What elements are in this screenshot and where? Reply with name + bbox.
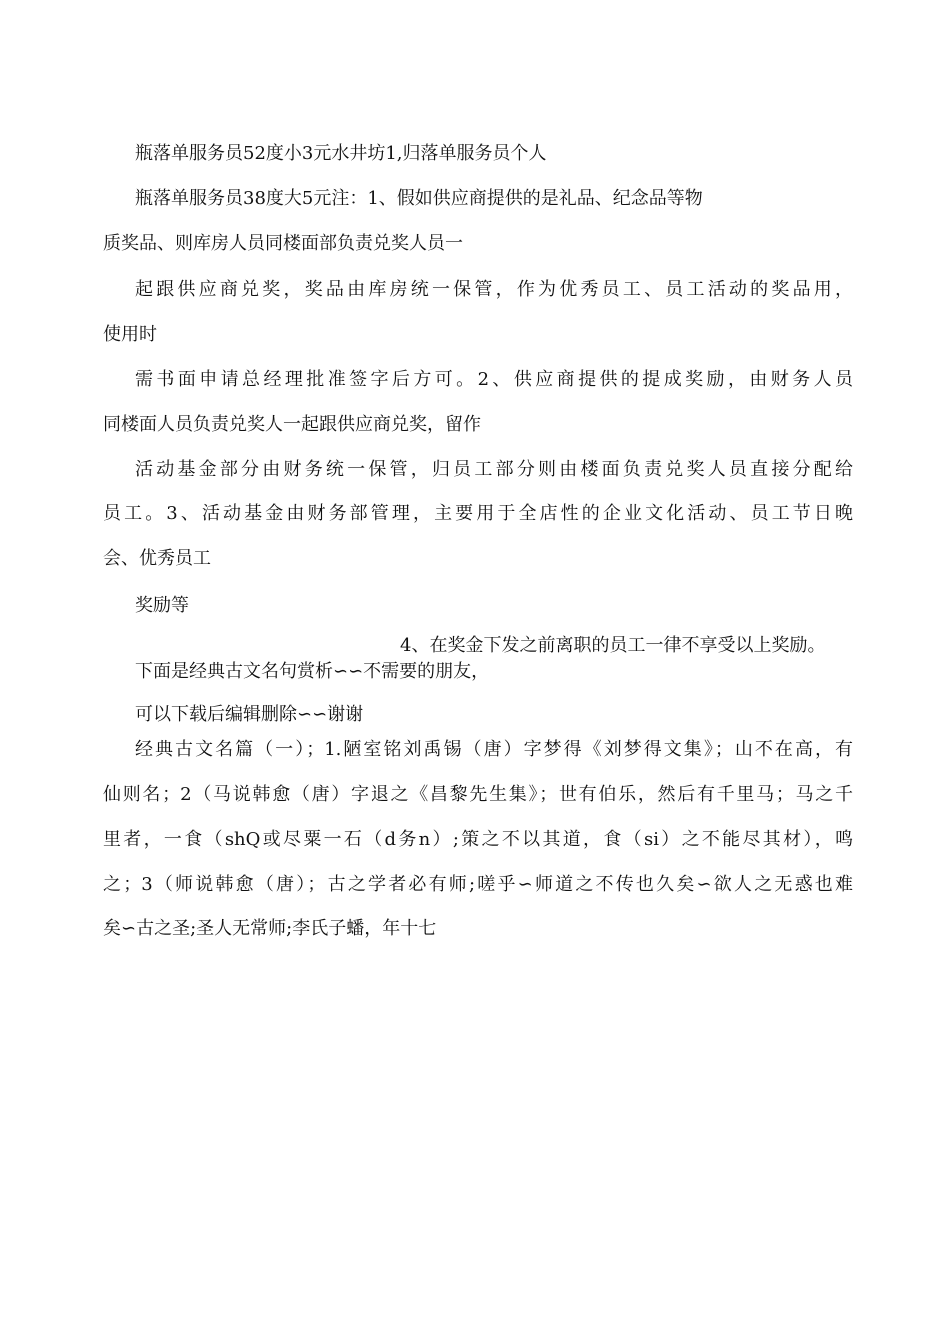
text-line: 质奖品、则库房人员同楼面部负责兑奖人员一 <box>103 233 463 254</box>
text-line: 员工。3、活动基金由财务部管理，主要用于全店性的企业文化活动、员工节日晚 <box>103 503 853 524</box>
text-line: 仙则名；2（马说韩愈（唐）字退之《昌黎先生集》；世有伯乐，然后有千里马；马之千 <box>103 784 853 805</box>
text-line: 同楼面人员负责兑奖人一起跟供应商兑奖，留作 <box>103 414 481 435</box>
text-line: 下面是经典古文名句赏析∽∽不需要的朋友， <box>135 661 490 682</box>
text-line: 使用时 <box>103 324 157 345</box>
text-line: 可以下载后编辑删除∽∽谢谢 <box>135 704 364 725</box>
text-line: 活动基金部分由财务统一保管，归员工部分则由楼面负责兑奖人员直接分配给 <box>135 459 853 480</box>
text-line: 瓶落单服务员38度大5元注：1、假如供应商提供的是礼品、纪念品等物 <box>135 188 703 209</box>
text-line: 之；3（师说韩愈（唐）；古之学者必有师;嗟乎∽师道之不传也久矣∽欲人之无惑也难 <box>103 874 853 895</box>
text-line: 经典古文名篇（一）；1.陋室铭刘禹锡（唐）字梦得《刘梦得文集》；山不在高，有 <box>135 739 853 760</box>
text-line: 瓶落单服务员52度小3元水井坊1,归落单服务员个人 <box>135 143 547 164</box>
text-line: 起跟供应商兑奖，奖品由库房统一保管，作为优秀员工、员工活动的奖品用， <box>135 279 853 300</box>
text-line: 矣∽古之圣;圣人无常师;李氏子蟠，年十七 <box>103 918 437 939</box>
text-line: 奖励等 <box>135 595 189 616</box>
text-line: 需书面申请总经理批准签字后方可。2、供应商提供的提成奖励，由财务人员 <box>135 369 853 390</box>
text-line: 4、在奖金下发之前离职的员工一律不享受以上奖励。 <box>400 635 826 656</box>
text-line: 会、优秀员工 <box>103 548 211 569</box>
text-line: 里者，一食（shQ或尽粟一石（d务n）;策之不以其道，食（si）之不能尽其材），鸣 <box>103 829 853 850</box>
